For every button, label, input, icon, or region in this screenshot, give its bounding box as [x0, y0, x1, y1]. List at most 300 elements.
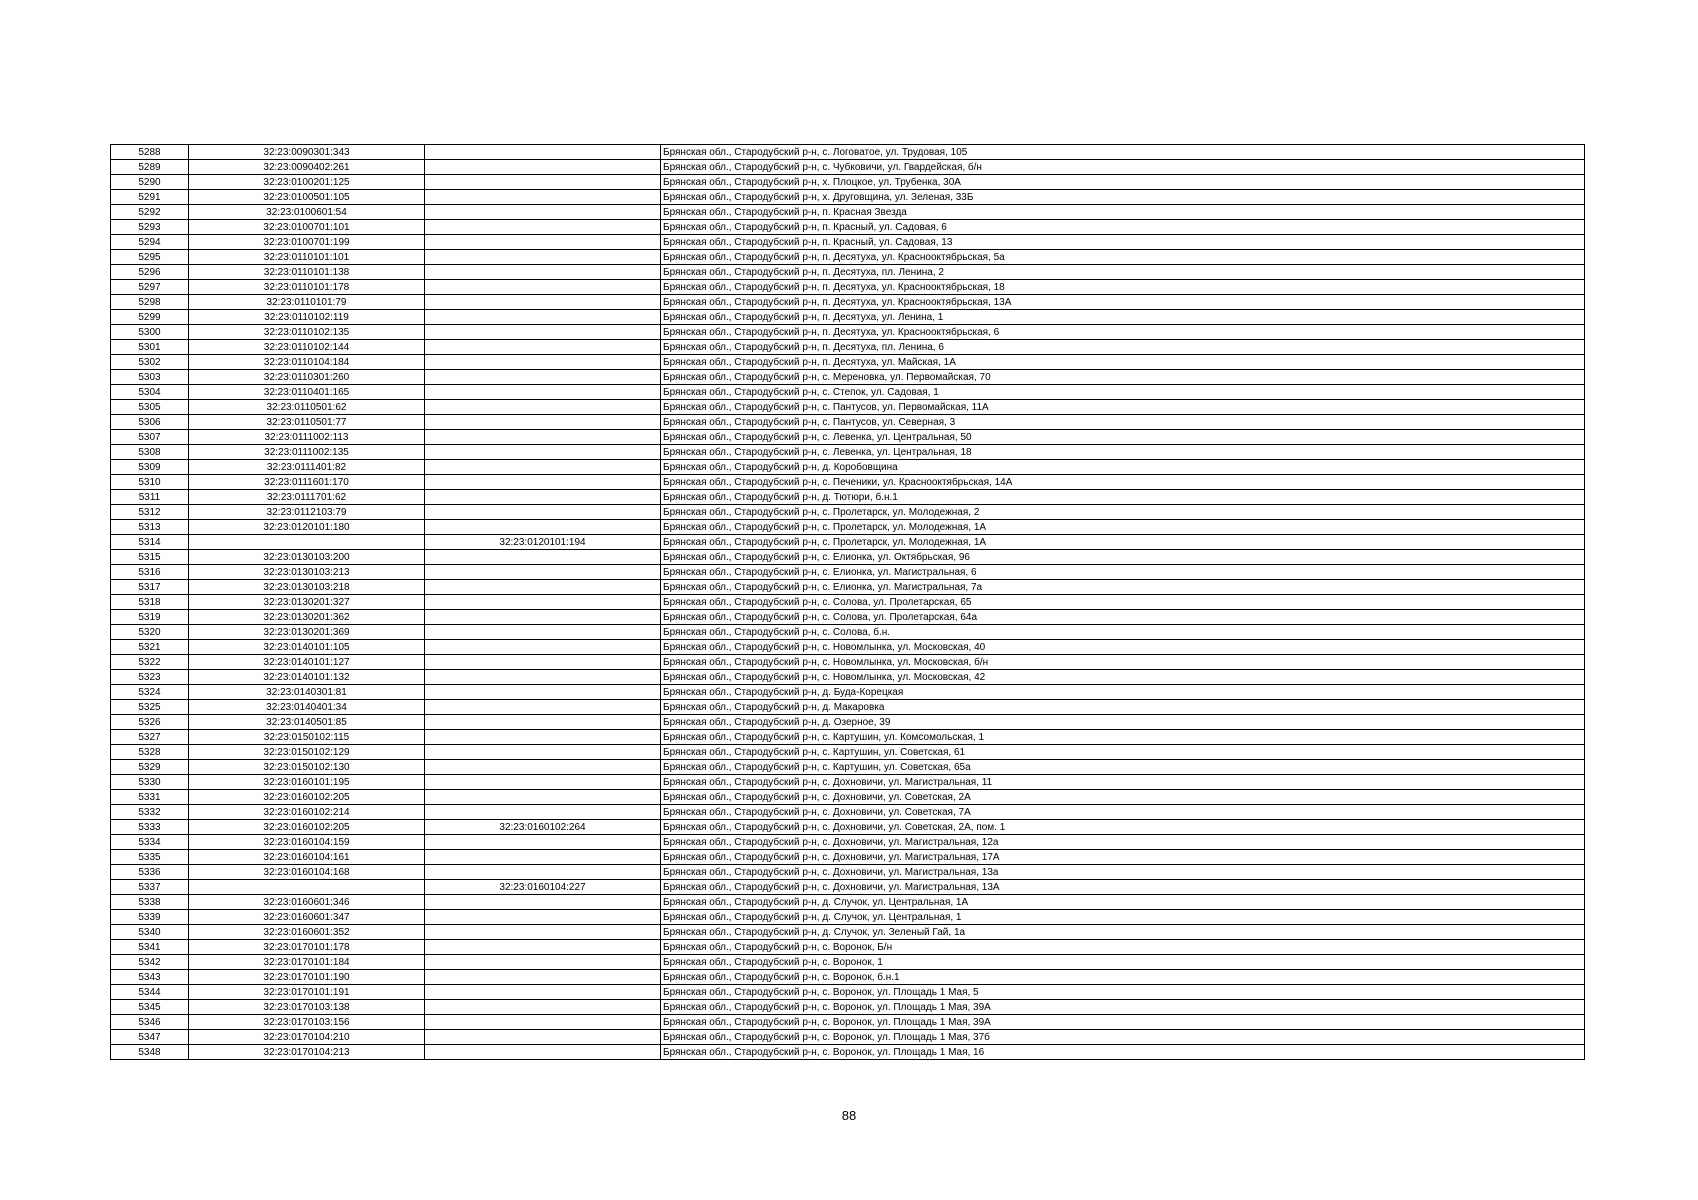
row-number-cell: 5328: [111, 745, 189, 760]
cadastral-number-cell: 32:23:0111601:170: [189, 475, 425, 490]
table-row: [111, 475, 1585, 490]
row-number-cell: 5333: [111, 820, 189, 835]
address-cell: Брянская обл., Стародубский р-н, х. Друговщина, ул. Зеленая, 33Б: [661, 190, 1585, 205]
related-cadastral-number-cell: [425, 280, 661, 295]
row-number-cell: 5319: [111, 610, 189, 625]
related-cadastral-number-cell: [425, 565, 661, 580]
address-cell: Брянская обл., Стародубский р-н, с. Солова, ул. Пролетарская, 65: [661, 595, 1585, 610]
table-row: [111, 415, 1585, 430]
related-cadastral-number-cell: [425, 355, 661, 370]
registry-table: [110, 144, 1585, 1060]
cadastral-number-cell: 32:23:0112103:79: [189, 505, 425, 520]
related-cadastral-number-cell: [425, 730, 661, 745]
cadastral-number-cell: 32:23:0100601:54: [189, 205, 425, 220]
row-number-cell: 5321: [111, 640, 189, 655]
related-cadastral-number-cell: [425, 790, 661, 805]
address-cell: Брянская обл., Стародубский р-н, с. Елионка, ул. Магистральная, 6: [661, 565, 1585, 580]
related-cadastral-number-cell: [425, 1045, 661, 1060]
table-row: [111, 490, 1585, 505]
cadastral-number-cell: 32:23:0130103:218: [189, 580, 425, 595]
address-cell: Брянская обл., Стародубский р-н, с. Новомлынка, ул. Московская, 40: [661, 640, 1585, 655]
related-cadastral-number-cell: [425, 1030, 661, 1045]
related-cadastral-number-cell: [425, 160, 661, 175]
row-number-cell: 5331: [111, 790, 189, 805]
row-number-cell: 5313: [111, 520, 189, 535]
table-row: [111, 760, 1585, 775]
table-row: [111, 775, 1585, 790]
row-number-cell: 5308: [111, 445, 189, 460]
address-cell: Брянская обл., Стародубский р-н, с. Картушин, ул. Советская, 65а: [661, 760, 1585, 775]
row-number-cell: 5337: [111, 880, 189, 895]
related-cadastral-number-cell: [425, 670, 661, 685]
address-cell: Брянская обл., Стародубский р-н, п. Десятуха, ул. Майская, 1А: [661, 355, 1585, 370]
cadastral-number-cell: 32:23:0170104:213: [189, 1045, 425, 1060]
cadastral-number-cell: 32:23:0130201:327: [189, 595, 425, 610]
address-cell: Брянская обл., Стародубский р-н, с. Дохновичи, ул. Советская, 2А, пом. 1: [661, 820, 1585, 835]
row-number-cell: 5345: [111, 1000, 189, 1015]
address-cell: Брянская обл., Стародубский р-н, с. Солова, ул. Пролетарская, 64а: [661, 610, 1585, 625]
address-cell: Брянская обл., Стародубский р-н, п. Десятуха, ул. Ленина, 1: [661, 310, 1585, 325]
cadastral-number-cell: 32:23:0170101:190: [189, 970, 425, 985]
table-row: [111, 955, 1585, 970]
address-cell: Брянская обл., Стародубский р-н, с. Картушин, ул. Комсомольская, 1: [661, 730, 1585, 745]
cadastral-number-cell: 32:23:0130103:213: [189, 565, 425, 580]
related-cadastral-number-cell: [425, 310, 661, 325]
related-cadastral-number-cell: [425, 145, 661, 160]
table-row: [111, 535, 1585, 550]
address-cell: Брянская обл., Стародубский р-н, д. Коробовщина: [661, 460, 1585, 475]
related-cadastral-number-cell: [425, 460, 661, 475]
row-number-cell: 5330: [111, 775, 189, 790]
table-row: [111, 790, 1585, 805]
cadastral-number-cell: 32:23:0160601:346: [189, 895, 425, 910]
row-number-cell: 5326: [111, 715, 189, 730]
table-row: [111, 715, 1585, 730]
cadastral-number-cell: 32:23:0090402:261: [189, 160, 425, 175]
row-number-cell: 5327: [111, 730, 189, 745]
table-row: [111, 865, 1585, 880]
table-row: [111, 1015, 1585, 1030]
row-number-cell: 5301: [111, 340, 189, 355]
table-row: [111, 310, 1585, 325]
table-row: [111, 355, 1585, 370]
row-number-cell: 5342: [111, 955, 189, 970]
table-row: [111, 610, 1585, 625]
row-number-cell: 5347: [111, 1030, 189, 1045]
row-number-cell: 5288: [111, 145, 189, 160]
cadastral-number-cell: 32:23:0110101:178: [189, 280, 425, 295]
table-row: [111, 445, 1585, 460]
address-cell: Брянская обл., Стародубский р-н, с. Пантусов, ул. Северная, 3: [661, 415, 1585, 430]
related-cadastral-number-cell: [425, 415, 661, 430]
address-cell: Брянская обл., Стародубский р-н, с. Мереновка, ул. Первомайская, 70: [661, 370, 1585, 385]
cadastral-number-cell: [189, 535, 425, 550]
row-number-cell: 5340: [111, 925, 189, 940]
table-row: [111, 220, 1585, 235]
cadastral-number-cell: 32:23:0160601:347: [189, 910, 425, 925]
cadastral-number-cell: 32:23:0160102:205: [189, 790, 425, 805]
cadastral-number-cell: 32:23:0170101:178: [189, 940, 425, 955]
cadastral-number-cell: 32:23:0110102:144: [189, 340, 425, 355]
related-cadastral-number-cell: [425, 850, 661, 865]
row-number-cell: 5312: [111, 505, 189, 520]
row-number-cell: 5323: [111, 670, 189, 685]
related-cadastral-number-cell: [425, 970, 661, 985]
row-number-cell: 5314: [111, 535, 189, 550]
related-cadastral-number-cell: [425, 775, 661, 790]
cadastral-number-cell: 32:23:0110102:135: [189, 325, 425, 340]
cadastral-number-cell: 32:23:0111002:113: [189, 430, 425, 445]
table-row: [111, 205, 1585, 220]
address-cell: Брянская обл., Стародубский р-н, с. Пролетарск, ул. Молодежная, 1А: [661, 520, 1585, 535]
row-number-cell: 5302: [111, 355, 189, 370]
address-cell: Брянская обл., Стародубский р-н, с. Левенка, ул. Центральная, 18: [661, 445, 1585, 460]
table-row: [111, 145, 1585, 160]
related-cadastral-number-cell: [425, 760, 661, 775]
cadastral-number-cell: 32:23:0160601:352: [189, 925, 425, 940]
related-cadastral-number-cell: [425, 700, 661, 715]
table-row: [111, 895, 1585, 910]
address-cell: Брянская обл., Стародубский р-н, с. Воронок, ул. Площадь 1 Мая, 5: [661, 985, 1585, 1000]
address-cell: Брянская обл., Стародубский р-н, п. Десятуха, ул. Краснооктябрьская, 18: [661, 280, 1585, 295]
cadastral-number-cell: 32:23:0130201:362: [189, 610, 425, 625]
row-number-cell: 5336: [111, 865, 189, 880]
address-cell: Брянская обл., Стародубский р-н, с. Воронок, б.н.1: [661, 970, 1585, 985]
related-cadastral-number-cell: [425, 985, 661, 1000]
cadastral-number-cell: 32:23:0110101:138: [189, 265, 425, 280]
table-row: [111, 820, 1585, 835]
table-row: [111, 175, 1585, 190]
row-number-cell: 5303: [111, 370, 189, 385]
related-cadastral-number-cell: [425, 265, 661, 280]
cadastral-number-cell: 32:23:0110102:119: [189, 310, 425, 325]
table-row: [111, 265, 1585, 280]
table-row: [111, 625, 1585, 640]
table-row: [111, 580, 1585, 595]
cadastral-number-cell: 32:23:0100501:105: [189, 190, 425, 205]
address-cell: Брянская обл., Стародубский р-н, с. Новомлынка, ул. Московская, б/н: [661, 655, 1585, 670]
row-number-cell: 5324: [111, 685, 189, 700]
row-number-cell: 5310: [111, 475, 189, 490]
row-number-cell: 5318: [111, 595, 189, 610]
address-cell: Брянская обл., Стародубский р-н, п. Десятуха, пл. Ленина, 2: [661, 265, 1585, 280]
table-row: [111, 970, 1585, 985]
address-cell: Брянская обл., Стародубский р-н, с. Дохновичи, ул. Магистральная, 13а: [661, 865, 1585, 880]
row-number-cell: 5320: [111, 625, 189, 640]
table-row: [111, 190, 1585, 205]
related-cadastral-number-cell: [425, 235, 661, 250]
address-cell: Брянская обл., Стародубский р-н, с. Дохновичи, ул. Магистральная, 11: [661, 775, 1585, 790]
cadastral-number-cell: 32:23:0140101:105: [189, 640, 425, 655]
cadastral-number-cell: 32:23:0160102:214: [189, 805, 425, 820]
related-cadastral-number-cell: [425, 685, 661, 700]
related-cadastral-number-cell: [425, 385, 661, 400]
row-number-cell: 5311: [111, 490, 189, 505]
table-row: [111, 910, 1585, 925]
cadastral-number-cell: 32:23:0100701:199: [189, 235, 425, 250]
row-number-cell: 5343: [111, 970, 189, 985]
address-cell: Брянская обл., Стародубский р-н, п. Десятуха, ул. Краснооктябрьская, 6: [661, 325, 1585, 340]
address-cell: Брянская обл., Стародубский р-н, п. Красная Звезда: [661, 205, 1585, 220]
cadastral-number-cell: 32:23:0110101:79: [189, 295, 425, 310]
table-row: [111, 460, 1585, 475]
address-cell: Брянская обл., Стародубский р-н, с. Пролетарск, ул. Молодежная, 2: [661, 505, 1585, 520]
related-cadastral-number-cell: 32:23:0160102:264: [425, 820, 661, 835]
address-cell: Брянская обл., Стародубский р-н, с. Дохновичи, ул. Магистральная, 13А: [661, 880, 1585, 895]
related-cadastral-number-cell: [425, 400, 661, 415]
related-cadastral-number-cell: [425, 805, 661, 820]
table-row: [111, 1045, 1585, 1060]
address-cell: Брянская обл., Стародубский р-н, с. Воронок, ул. Площадь 1 Мая, 39А: [661, 1015, 1585, 1030]
table-row: [111, 325, 1585, 340]
related-cadastral-number-cell: [425, 370, 661, 385]
address-cell: Брянская обл., Стародубский р-н, с. Елионка, ул. Магистральная, 7а: [661, 580, 1585, 595]
cadastral-number-cell: 32:23:0160104:161: [189, 850, 425, 865]
related-cadastral-number-cell: [425, 595, 661, 610]
cadastral-number-cell: 32:23:0110501:77: [189, 415, 425, 430]
row-number-cell: 5307: [111, 430, 189, 445]
related-cadastral-number-cell: [425, 220, 661, 235]
address-cell: Брянская обл., Стародубский р-н, д. Озерное, 39: [661, 715, 1585, 730]
address-cell: Брянская обл., Стародубский р-н, х. Плоцкое, ул. Трубенка, 30А: [661, 175, 1585, 190]
address-cell: Брянская обл., Стародубский р-н, с. Левенка, ул. Центральная, 50: [661, 430, 1585, 445]
address-cell: Брянская обл., Стародубский р-н, п. Красный, ул. Садовая, 6: [661, 220, 1585, 235]
cadastral-number-cell: 32:23:0140101:132: [189, 670, 425, 685]
related-cadastral-number-cell: [425, 1015, 661, 1030]
row-number-cell: 5294: [111, 235, 189, 250]
related-cadastral-number-cell: [425, 865, 661, 880]
address-cell: Брянская обл., Стародубский р-н, с. Дохновичи, ул. Магистральная, 17А: [661, 850, 1585, 865]
address-cell: Брянская обл., Стародубский р-н, с. Дохновичи, ул. Советская, 7А: [661, 805, 1585, 820]
cadastral-number-cell: 32:23:0160104:159: [189, 835, 425, 850]
cadastral-number-cell: 32:23:0100701:101: [189, 220, 425, 235]
cadastral-number-cell: 32:23:0100201:125: [189, 175, 425, 190]
related-cadastral-number-cell: [425, 490, 661, 505]
table-row: [111, 985, 1585, 1000]
related-cadastral-number-cell: [425, 250, 661, 265]
page-number: 88: [841, 1108, 857, 1123]
related-cadastral-number-cell: [425, 940, 661, 955]
cadastral-number-cell: 32:23:0111701:62: [189, 490, 425, 505]
cadastral-number-cell: 32:23:0160102:205: [189, 820, 425, 835]
address-cell: Брянская обл., Стародубский р-н, с. Логоватое, ул. Трудовая, 105: [661, 145, 1585, 160]
address-cell: Брянская обл., Стародубский р-н, с. Воронок, ул. Площадь 1 Мая, 16: [661, 1045, 1585, 1060]
address-cell: Брянская обл., Стародубский р-н, с. Степок, ул. Садовая, 1: [661, 385, 1585, 400]
row-number-cell: 5346: [111, 1015, 189, 1030]
table-row: [111, 400, 1585, 415]
related-cadastral-number-cell: [425, 580, 661, 595]
address-cell: Брянская обл., Стародубский р-н, с. Воронок, ул. Площадь 1 Мая, 37б: [661, 1030, 1585, 1045]
row-number-cell: 5295: [111, 250, 189, 265]
row-number-cell: 5339: [111, 910, 189, 925]
table-row: [111, 1000, 1585, 1015]
row-number-cell: 5317: [111, 580, 189, 595]
related-cadastral-number-cell: [425, 325, 661, 340]
table-row: [111, 385, 1585, 400]
table-row: [111, 250, 1585, 265]
table-row: [111, 700, 1585, 715]
address-cell: Брянская обл., Стародубский р-н, д. Тютюри, б.н.1: [661, 490, 1585, 505]
cadastral-number-cell: 32:23:0170101:191: [189, 985, 425, 1000]
table-row: [111, 235, 1585, 250]
related-cadastral-number-cell: [425, 550, 661, 565]
table-row: [111, 805, 1585, 820]
cadastral-number-cell: 32:23:0140101:127: [189, 655, 425, 670]
address-cell: Брянская обл., Стародубский р-н, с. Дохновичи, ул. Магистральная, 12а: [661, 835, 1585, 850]
related-cadastral-number-cell: [425, 505, 661, 520]
cadastral-number-cell: 32:23:0110301:260: [189, 370, 425, 385]
row-number-cell: 5290: [111, 175, 189, 190]
related-cadastral-number-cell: [425, 955, 661, 970]
table-row: [111, 505, 1585, 520]
related-cadastral-number-cell: [425, 610, 661, 625]
row-number-cell: 5322: [111, 655, 189, 670]
row-number-cell: 5299: [111, 310, 189, 325]
cadastral-number-cell: 32:23:0140501:85: [189, 715, 425, 730]
address-cell: Брянская обл., Стародубский р-н, д. Случок, ул. Центральная, 1А: [661, 895, 1585, 910]
cadastral-number-cell: 32:23:0110401:165: [189, 385, 425, 400]
row-number-cell: 5315: [111, 550, 189, 565]
related-cadastral-number-cell: 32:23:0120101:194: [425, 535, 661, 550]
table-row: [111, 730, 1585, 745]
row-number-cell: 5309: [111, 460, 189, 475]
address-cell: Брянская обл., Стародубский р-н, п. Десятуха, пл. Ленина, 6: [661, 340, 1585, 355]
address-cell: Брянская обл., Стародубский р-н, с. Новомлынка, ул. Московская, 42: [661, 670, 1585, 685]
address-cell: Брянская обл., Стародубский р-н, с. Печеники, ул. Краснооктябрьская, 14А: [661, 475, 1585, 490]
row-number-cell: 5348: [111, 1045, 189, 1060]
related-cadastral-number-cell: [425, 655, 661, 670]
row-number-cell: 5300: [111, 325, 189, 340]
row-number-cell: 5304: [111, 385, 189, 400]
row-number-cell: 5293: [111, 220, 189, 235]
row-number-cell: 5316: [111, 565, 189, 580]
table-row: [111, 655, 1585, 670]
cadastral-number-cell: 32:23:0160104:168: [189, 865, 425, 880]
related-cadastral-number-cell: [425, 190, 661, 205]
row-number-cell: 5325: [111, 700, 189, 715]
row-number-cell: 5289: [111, 160, 189, 175]
row-number-cell: 5329: [111, 760, 189, 775]
cadastral-number-cell: 32:23:0150102:129: [189, 745, 425, 760]
related-cadastral-number-cell: [425, 895, 661, 910]
related-cadastral-number-cell: [425, 445, 661, 460]
row-number-cell: 5292: [111, 205, 189, 220]
table-row: [111, 595, 1585, 610]
address-cell: Брянская обл., Стародубский р-н, с. Пантусов, ул. Первомайская, 11А: [661, 400, 1585, 415]
cadastral-number-cell: 32:23:0110101:101: [189, 250, 425, 265]
related-cadastral-number-cell: [425, 910, 661, 925]
related-cadastral-number-cell: [425, 475, 661, 490]
address-cell: Брянская обл., Стародубский р-н, с. Чубковичи, ул. Гвардейская, б/н: [661, 160, 1585, 175]
cadastral-number-cell: 32:23:0110104:184: [189, 355, 425, 370]
address-cell: Брянская обл., Стародубский р-н, п. Десятуха, ул. Краснооктябрьская, 13А: [661, 295, 1585, 310]
related-cadastral-number-cell: [425, 715, 661, 730]
address-cell: Брянская обл., Стародубский р-н, с. Воронок, Б/н: [661, 940, 1585, 955]
address-cell: Брянская обл., Стародубский р-н, д. Случок, ул. Центральная, 1: [661, 910, 1585, 925]
cadastral-number-cell: 32:23:0130103:200: [189, 550, 425, 565]
address-cell: Брянская обл., Стародубский р-н, п. Десятуха, ул. Краснооктябрьская, 5а: [661, 250, 1585, 265]
table-row: [111, 160, 1585, 175]
table-row: [111, 925, 1585, 940]
table-row: [111, 880, 1585, 895]
row-number-cell: 5334: [111, 835, 189, 850]
related-cadastral-number-cell: [425, 175, 661, 190]
address-cell: Брянская обл., Стародубский р-н, д. Буда-Корецкая: [661, 685, 1585, 700]
table-row: [111, 745, 1585, 760]
cadastral-number-cell: 32:23:0170103:156: [189, 1015, 425, 1030]
table-row: [111, 340, 1585, 355]
table-row: [111, 430, 1585, 445]
related-cadastral-number-cell: [425, 640, 661, 655]
cadastral-number-cell: 32:23:0111002:135: [189, 445, 425, 460]
row-number-cell: 5341: [111, 940, 189, 955]
row-number-cell: 5298: [111, 295, 189, 310]
row-number-cell: 5332: [111, 805, 189, 820]
related-cadastral-number-cell: [425, 1000, 661, 1015]
table-row: [111, 280, 1585, 295]
cadastral-number-cell: [189, 880, 425, 895]
cadastral-number-cell: 32:23:0150102:130: [189, 760, 425, 775]
address-cell: Брянская обл., Стародубский р-н, с. Воронок, ул. Площадь 1 Мая, 39А: [661, 1000, 1585, 1015]
row-number-cell: 5344: [111, 985, 189, 1000]
cadastral-number-cell: 32:23:0110501:62: [189, 400, 425, 415]
cadastral-number-cell: 32:23:0140401:34: [189, 700, 425, 715]
table-row: [111, 565, 1585, 580]
row-number-cell: 5296: [111, 265, 189, 280]
cadastral-number-cell: 32:23:0170104:210: [189, 1030, 425, 1045]
cadastral-number-cell: 32:23:0130201:369: [189, 625, 425, 640]
address-cell: Брянская обл., Стародубский р-н, д. Случок, ул. Зеленый Гай, 1а: [661, 925, 1585, 940]
address-cell: Брянская обл., Стародубский р-н, с. Пролетарск, ул. Молодежная, 1А: [661, 535, 1585, 550]
address-cell: Брянская обл., Стародубский р-н, с. Воронок, 1: [661, 955, 1585, 970]
table-row: [111, 640, 1585, 655]
cadastral-number-cell: 32:23:0160101:195: [189, 775, 425, 790]
related-cadastral-number-cell: [425, 520, 661, 535]
related-cadastral-number-cell: [425, 205, 661, 220]
cadastral-number-cell: 32:23:0140301:81: [189, 685, 425, 700]
table-row: [111, 550, 1585, 565]
row-number-cell: 5338: [111, 895, 189, 910]
related-cadastral-number-cell: [425, 745, 661, 760]
cadastral-number-cell: 32:23:0170103:138: [189, 1000, 425, 1015]
address-cell: Брянская обл., Стародубский р-н, с. Дохновичи, ул. Советская, 2А: [661, 790, 1585, 805]
related-cadastral-number-cell: 32:23:0160104:227: [425, 880, 661, 895]
cadastral-number-cell: 32:23:0150102:115: [189, 730, 425, 745]
address-cell: Брянская обл., Стародубский р-н, с. Елионка, ул. Октябрьская, 96: [661, 550, 1585, 565]
row-number-cell: 5291: [111, 190, 189, 205]
address-cell: Брянская обл., Стародубский р-н, с. Картушин, ул. Советская, 61: [661, 745, 1585, 760]
table-row: [111, 850, 1585, 865]
cadastral-number-cell: 32:23:0090301:343: [189, 145, 425, 160]
table-row: [111, 1030, 1585, 1045]
table-row: [111, 370, 1585, 385]
table-row: [111, 295, 1585, 310]
cadastral-number-cell: 32:23:0120101:180: [189, 520, 425, 535]
row-number-cell: 5297: [111, 280, 189, 295]
row-number-cell: 5305: [111, 400, 189, 415]
address-cell: Брянская обл., Стародубский р-н, д. Макаровка: [661, 700, 1585, 715]
related-cadastral-number-cell: [425, 340, 661, 355]
registry-table-body: [111, 145, 1585, 1060]
table-row: [111, 670, 1585, 685]
address-cell: Брянская обл., Стародубский р-н, с. Солова, б.н.: [661, 625, 1585, 640]
row-number-cell: 5335: [111, 850, 189, 865]
table-row: [111, 940, 1585, 955]
related-cadastral-number-cell: [425, 295, 661, 310]
related-cadastral-number-cell: [425, 625, 661, 640]
related-cadastral-number-cell: [425, 835, 661, 850]
related-cadastral-number-cell: [425, 925, 661, 940]
